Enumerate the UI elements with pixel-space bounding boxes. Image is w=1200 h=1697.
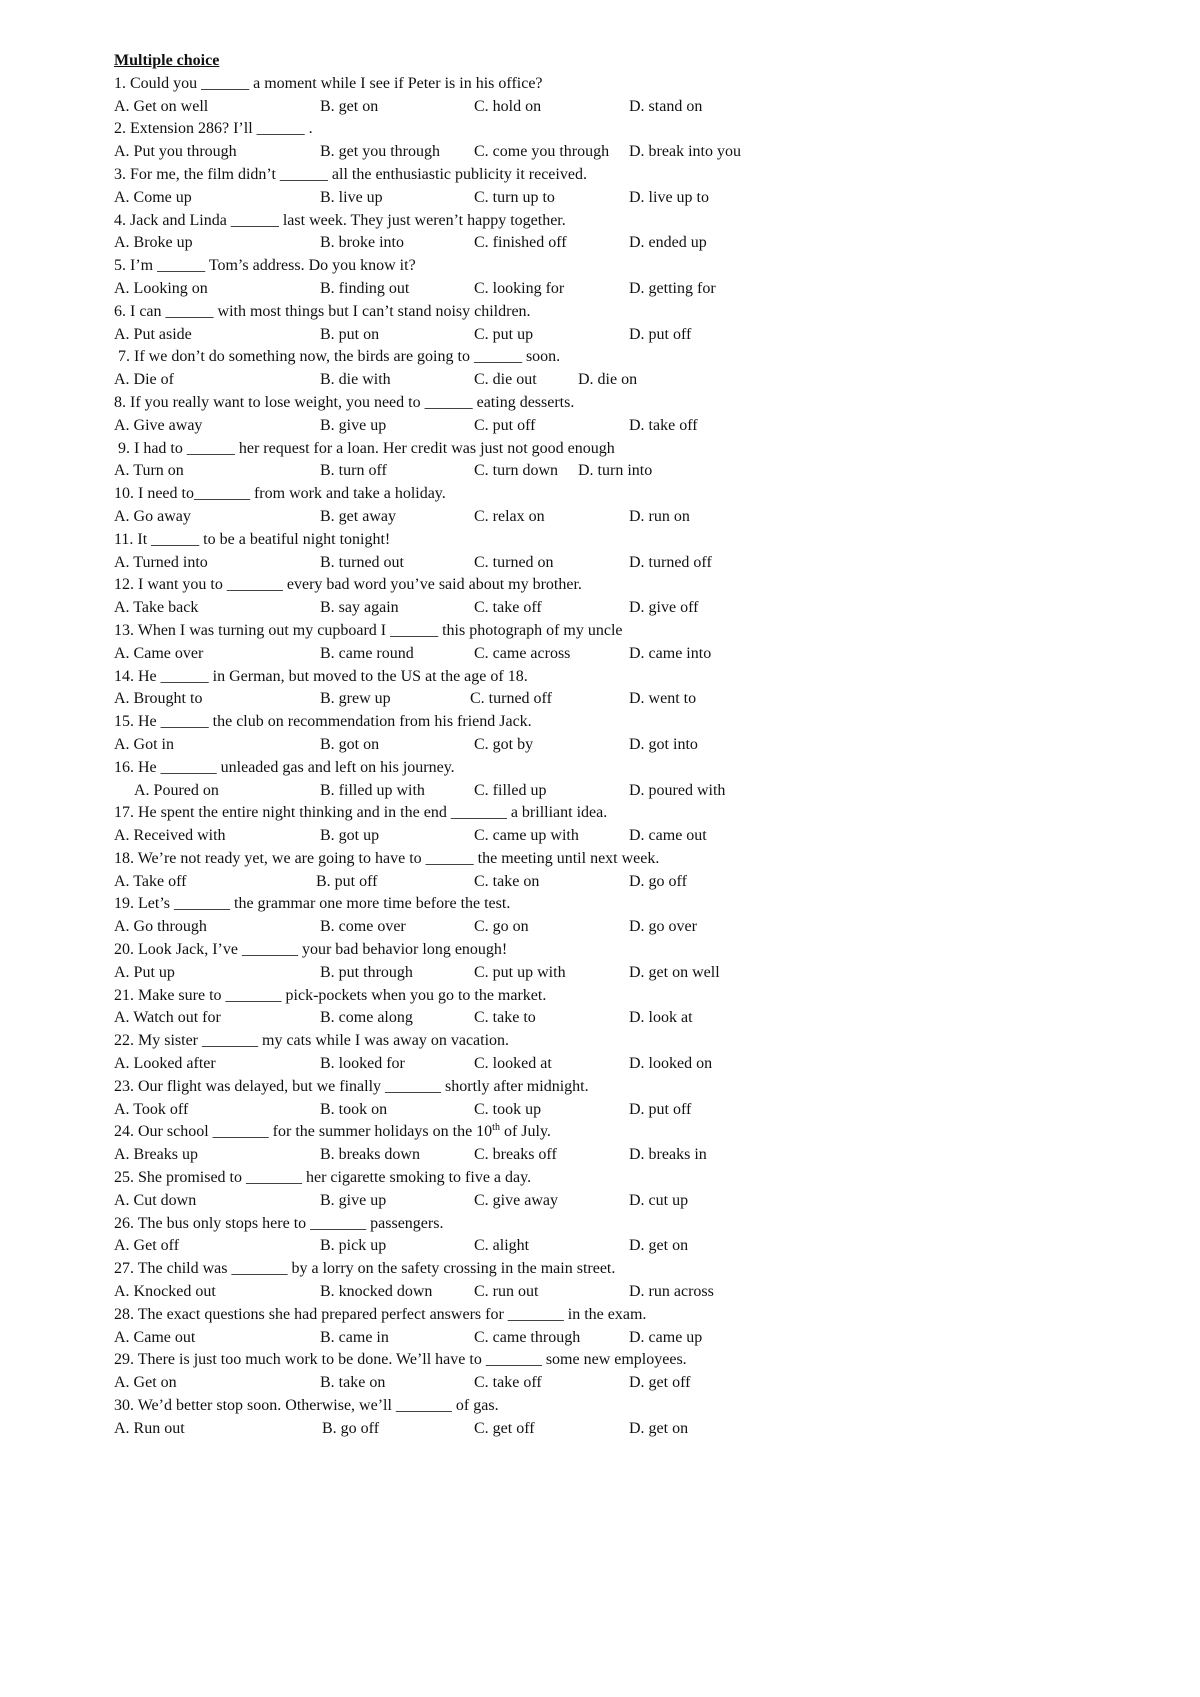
answer-option: A. Go through bbox=[114, 918, 207, 936]
answer-option: D. get off bbox=[629, 1374, 691, 1392]
answer-option: C. put off bbox=[474, 416, 536, 434]
answer-option: A. Breaks up bbox=[114, 1146, 198, 1164]
answer-option: A. Put aside bbox=[114, 325, 192, 343]
question-text: 13. When I was turning out my cupboard I ______ this photograph of my uncle bbox=[114, 621, 623, 639]
answer-option: C. finished off bbox=[474, 234, 567, 252]
answer-options-row bbox=[114, 871, 1114, 894]
answer-options-row bbox=[114, 962, 1114, 985]
answer-option: A. Go away bbox=[114, 507, 191, 525]
answer-option: B. came in bbox=[320, 1328, 389, 1346]
answer-option: B. go off bbox=[322, 1419, 380, 1437]
question-text: 30. We’d better stop soon. Otherwise, we’ll _______ of gas. bbox=[114, 1397, 499, 1415]
answer-option: A. Came over bbox=[114, 644, 204, 662]
answer-options-row bbox=[114, 1372, 1114, 1395]
question-text: 28. The exact questions she had prepared perfect answers for _______ in the exam. bbox=[114, 1305, 647, 1323]
answer-option: D. cut up bbox=[629, 1191, 689, 1209]
question-text: 20. Look Jack, I’ve _______ your bad behavior long enough! bbox=[114, 941, 508, 959]
answer-options-row bbox=[114, 1099, 1114, 1122]
answer-option: C. alight bbox=[474, 1237, 530, 1255]
answer-options-row bbox=[114, 187, 1114, 210]
question-text: 8. If you really want to lose weight, you need to ______ eating desserts. bbox=[114, 393, 575, 411]
answer-option: C. came across bbox=[474, 644, 571, 662]
answer-options-row bbox=[114, 1144, 1114, 1167]
answer-options-row bbox=[114, 643, 1114, 666]
question-text-part: of July. bbox=[499, 1123, 551, 1141]
question-text: 9. I had to ______ her request for a loan. Her credit was just not good enough bbox=[114, 439, 615, 457]
question-text: 3. For me, the film didn’t ______ all the enthusiastic publicity it received. bbox=[114, 165, 587, 183]
answer-option: C. take on bbox=[474, 872, 540, 890]
answer-options-row bbox=[114, 232, 1114, 255]
answer-option: D. breaks in bbox=[629, 1146, 707, 1164]
answer-option: D. ended up bbox=[629, 234, 707, 252]
answer-options-row bbox=[114, 96, 1114, 119]
answer-option: D. came out bbox=[629, 827, 707, 845]
answer-option: B. get away bbox=[320, 507, 396, 525]
answer-option: D. break into you bbox=[629, 143, 741, 161]
answer-option: B. got up bbox=[320, 827, 380, 845]
answer-options-row bbox=[114, 780, 1114, 803]
answer-option: B. give up bbox=[320, 1191, 387, 1209]
answer-options-row bbox=[114, 1235, 1114, 1258]
answer-options-row bbox=[114, 1418, 1114, 1441]
answer-option: B. turn off bbox=[320, 462, 387, 480]
answer-option: C. take to bbox=[474, 1009, 536, 1027]
answer-options-row bbox=[114, 324, 1114, 347]
answer-option: A. Knocked out bbox=[114, 1283, 216, 1301]
answer-option: B. put through bbox=[320, 963, 413, 981]
question-text: 1. Could you ______ a moment while I see if Peter is in his office? bbox=[114, 74, 543, 92]
answer-option: B. put on bbox=[320, 325, 380, 343]
answer-option: C. run out bbox=[474, 1283, 539, 1301]
answer-option: A. Brought to bbox=[114, 690, 203, 708]
question-text: 12. I want you to _______ every bad word you’ve said about my brother. bbox=[114, 576, 582, 594]
answer-options-row bbox=[114, 506, 1114, 529]
question-text bbox=[114, 1121, 1114, 1144]
answer-option: B. knocked down bbox=[320, 1283, 433, 1301]
answer-options-row bbox=[114, 734, 1114, 757]
answer-option: A. Looked after bbox=[114, 1055, 216, 1073]
question-text: 29. There is just too much work to be done. We’ll have to _______ some new employees. bbox=[114, 1351, 687, 1369]
answer-option: C. breaks off bbox=[474, 1146, 557, 1164]
question-text: 19. Let’s _______ the grammar one more time before the test. bbox=[114, 895, 511, 913]
answer-option: B. pick up bbox=[320, 1237, 387, 1255]
answer-option: B. come over bbox=[320, 918, 406, 936]
answer-option: D. turn into bbox=[578, 462, 653, 480]
answer-option: C. filled up bbox=[474, 781, 547, 799]
answer-option: D. put off bbox=[629, 325, 692, 343]
answer-option: C. hold on bbox=[474, 97, 542, 115]
question-list bbox=[114, 73, 1114, 1441]
question-text: 18. We’re not ready yet, we are going to have to ______ the meeting until next week. bbox=[114, 849, 660, 867]
answer-option: C. put up with bbox=[474, 963, 566, 981]
answer-option: D. run on bbox=[629, 507, 690, 525]
answer-option: B. get on bbox=[320, 97, 379, 115]
answer-option: B. came round bbox=[320, 644, 414, 662]
answer-options-row bbox=[114, 1190, 1114, 1213]
answer-options-row bbox=[114, 1053, 1114, 1076]
answer-options-row bbox=[114, 460, 1114, 483]
answer-option: B. filled up with bbox=[320, 781, 425, 799]
answer-option: D. take off bbox=[629, 416, 698, 434]
answer-option: B. turned out bbox=[320, 553, 404, 571]
answer-option: A. Put you through bbox=[114, 143, 237, 161]
answer-option: C. relax on bbox=[474, 507, 545, 525]
answer-option: C. put up bbox=[474, 325, 534, 343]
answer-option: A. Looking on bbox=[114, 279, 208, 297]
answer-option: D. went to bbox=[629, 690, 697, 708]
answer-option: A. Get on well bbox=[114, 97, 209, 115]
answer-option: C. go on bbox=[474, 918, 529, 936]
answer-option: D. came up bbox=[629, 1328, 703, 1346]
question-text: 6. I can ______ with most things but I can’t stand noisy children. bbox=[114, 302, 531, 320]
answer-option: D. turned off bbox=[629, 553, 712, 571]
answer-option: D. came into bbox=[629, 644, 712, 662]
answer-option: B. put off bbox=[316, 872, 378, 890]
answer-options-row bbox=[114, 688, 1114, 711]
answer-options-row bbox=[114, 415, 1114, 438]
answer-option: C. give away bbox=[474, 1191, 558, 1209]
answer-option: A. Turned into bbox=[114, 553, 208, 571]
answer-option: D. go off bbox=[629, 872, 687, 890]
answer-option: A. Put up bbox=[114, 963, 175, 981]
worksheet bbox=[114, 50, 1114, 1441]
question-text: 25. She promised to _______ her cigarette smoking to five a day. bbox=[114, 1169, 532, 1187]
answer-option: C. got by bbox=[474, 735, 534, 753]
answer-option: C. turn down bbox=[474, 462, 558, 480]
answer-option: B. breaks down bbox=[320, 1146, 420, 1164]
answer-option: D. get on bbox=[629, 1419, 689, 1437]
answer-options-row bbox=[114, 1281, 1114, 1304]
answer-option: C. looked at bbox=[474, 1055, 552, 1073]
answer-option: B. get you through bbox=[320, 143, 440, 161]
question-text: 4. Jack and Linda ______ last week. They just weren’t happy together. bbox=[114, 211, 566, 229]
question-text: 11. It ______ to be a beatiful night tonight! bbox=[114, 530, 391, 548]
answer-option: D. get on well bbox=[629, 963, 720, 981]
answer-option: D. looked on bbox=[629, 1055, 713, 1073]
answer-option: A. Come up bbox=[114, 188, 192, 206]
question-text: 27. The child was _______ by a lorry on the safety crossing in the main street. bbox=[114, 1260, 616, 1278]
answer-option: D. look at bbox=[629, 1009, 693, 1027]
answer-option: D. getting for bbox=[629, 279, 716, 297]
answer-option: A. Get off bbox=[114, 1237, 180, 1255]
answer-options-row bbox=[114, 141, 1114, 164]
answer-option: A. Got in bbox=[114, 735, 174, 753]
answer-option: C. get off bbox=[474, 1419, 535, 1437]
answer-option: C. die out bbox=[474, 371, 537, 389]
answer-option: A. Get on bbox=[114, 1374, 177, 1392]
answer-option: B. die with bbox=[320, 371, 391, 389]
answer-option: D. give off bbox=[629, 599, 699, 617]
answer-option: A. Broke up bbox=[114, 234, 193, 252]
answer-option: A. Received with bbox=[114, 827, 226, 845]
worksheet-heading: Multiple choice bbox=[114, 52, 220, 69]
question-text: 17. He spent the entire night thinking and in the end _______ a brilliant idea. bbox=[114, 804, 608, 822]
answer-option: B. take on bbox=[320, 1374, 386, 1392]
answer-option: B. come along bbox=[320, 1009, 413, 1027]
answer-option: C. came through bbox=[474, 1328, 581, 1346]
answer-option: D. die on bbox=[578, 371, 638, 389]
answer-option: B. took on bbox=[320, 1100, 388, 1118]
answer-option: A. Poured on bbox=[134, 781, 219, 799]
question-text-part: 24. Our school _______ for the summer holidays on the 10 bbox=[114, 1123, 493, 1141]
question-text: 15. He ______ the club on recommendation from his friend Jack. bbox=[114, 713, 532, 731]
question-text: 21. Make sure to _______ pick-pockets when you go to the market. bbox=[114, 986, 547, 1004]
answer-option: D. stand on bbox=[629, 97, 703, 115]
answer-option: C. turned on bbox=[474, 553, 554, 571]
question-text: 7. If we don’t do something now, the birds are going to ______ soon. bbox=[114, 348, 561, 366]
question-text: 16. He _______ unleaded gas and left on his journey. bbox=[114, 758, 455, 776]
answer-option: B. finding out bbox=[320, 279, 410, 297]
answer-option: A. Turn on bbox=[114, 462, 184, 480]
answer-options-row bbox=[114, 552, 1114, 575]
answer-options-row bbox=[114, 369, 1114, 392]
answer-option: D. run across bbox=[629, 1283, 714, 1301]
answer-option: A. Took off bbox=[114, 1100, 189, 1118]
answer-option: A. Take off bbox=[114, 872, 187, 890]
answer-option: D. put off bbox=[629, 1100, 692, 1118]
ordinal-suffix: th bbox=[492, 1122, 500, 1134]
question-text: 14. He ______ in German, but moved to the US at the age of 18. bbox=[114, 667, 528, 685]
answer-option: A. Take back bbox=[114, 599, 199, 617]
question-text: 22. My sister _______ my cats while I was away on vacation. bbox=[114, 1032, 510, 1050]
question-text: 2. Extension 286? I’ll ______ . bbox=[114, 120, 313, 138]
answer-option: A. Came out bbox=[114, 1328, 196, 1346]
answer-option: D. get on bbox=[629, 1237, 689, 1255]
question-text: 10. I need to_______ from work and take a holiday. bbox=[114, 485, 446, 503]
answer-options-row bbox=[114, 1327, 1114, 1350]
answer-option: A. Die of bbox=[114, 371, 174, 389]
answer-option: B. got on bbox=[320, 735, 380, 753]
answer-option: D. go over bbox=[629, 918, 697, 936]
answer-option: C. turn up to bbox=[474, 188, 555, 206]
answer-option: B. broke into bbox=[320, 234, 404, 252]
answer-option: B. say again bbox=[320, 599, 399, 617]
answer-option: C. turned off bbox=[470, 690, 552, 708]
answer-option: C. come you through bbox=[474, 143, 610, 161]
answer-option: B. grew up bbox=[320, 690, 391, 708]
answer-option: C. took up bbox=[474, 1100, 542, 1118]
question-text: 23. Our flight was delayed, but we finally _______ shortly after midnight. bbox=[114, 1077, 589, 1095]
answer-options-row bbox=[114, 1007, 1114, 1030]
answer-options-row bbox=[114, 597, 1114, 620]
answer-option: C. take off bbox=[474, 1374, 542, 1392]
answer-options-row bbox=[114, 825, 1114, 848]
answer-option: A. Run out bbox=[114, 1419, 185, 1437]
answer-option: C. came up with bbox=[474, 827, 579, 845]
answer-option: D. live up to bbox=[629, 188, 709, 206]
answer-option: A. Watch out for bbox=[114, 1009, 221, 1027]
answer-option: B. give up bbox=[320, 416, 387, 434]
answer-options-row bbox=[114, 916, 1114, 939]
answer-option: B. live up bbox=[320, 188, 383, 206]
question-text: 5. I’m ______ Tom’s address. Do you know it? bbox=[114, 257, 416, 275]
answer-option: B. looked for bbox=[320, 1055, 405, 1073]
answer-option: C. take off bbox=[474, 599, 542, 617]
answer-options-row bbox=[114, 278, 1114, 301]
answer-option: A. Cut down bbox=[114, 1191, 197, 1209]
answer-option: D. got into bbox=[629, 735, 698, 753]
answer-option: A. Give away bbox=[114, 416, 203, 434]
answer-option: D. poured with bbox=[629, 781, 726, 799]
answer-option: C. looking for bbox=[474, 279, 565, 297]
question-text: 26. The bus only stops here to _______ passengers. bbox=[114, 1214, 444, 1232]
